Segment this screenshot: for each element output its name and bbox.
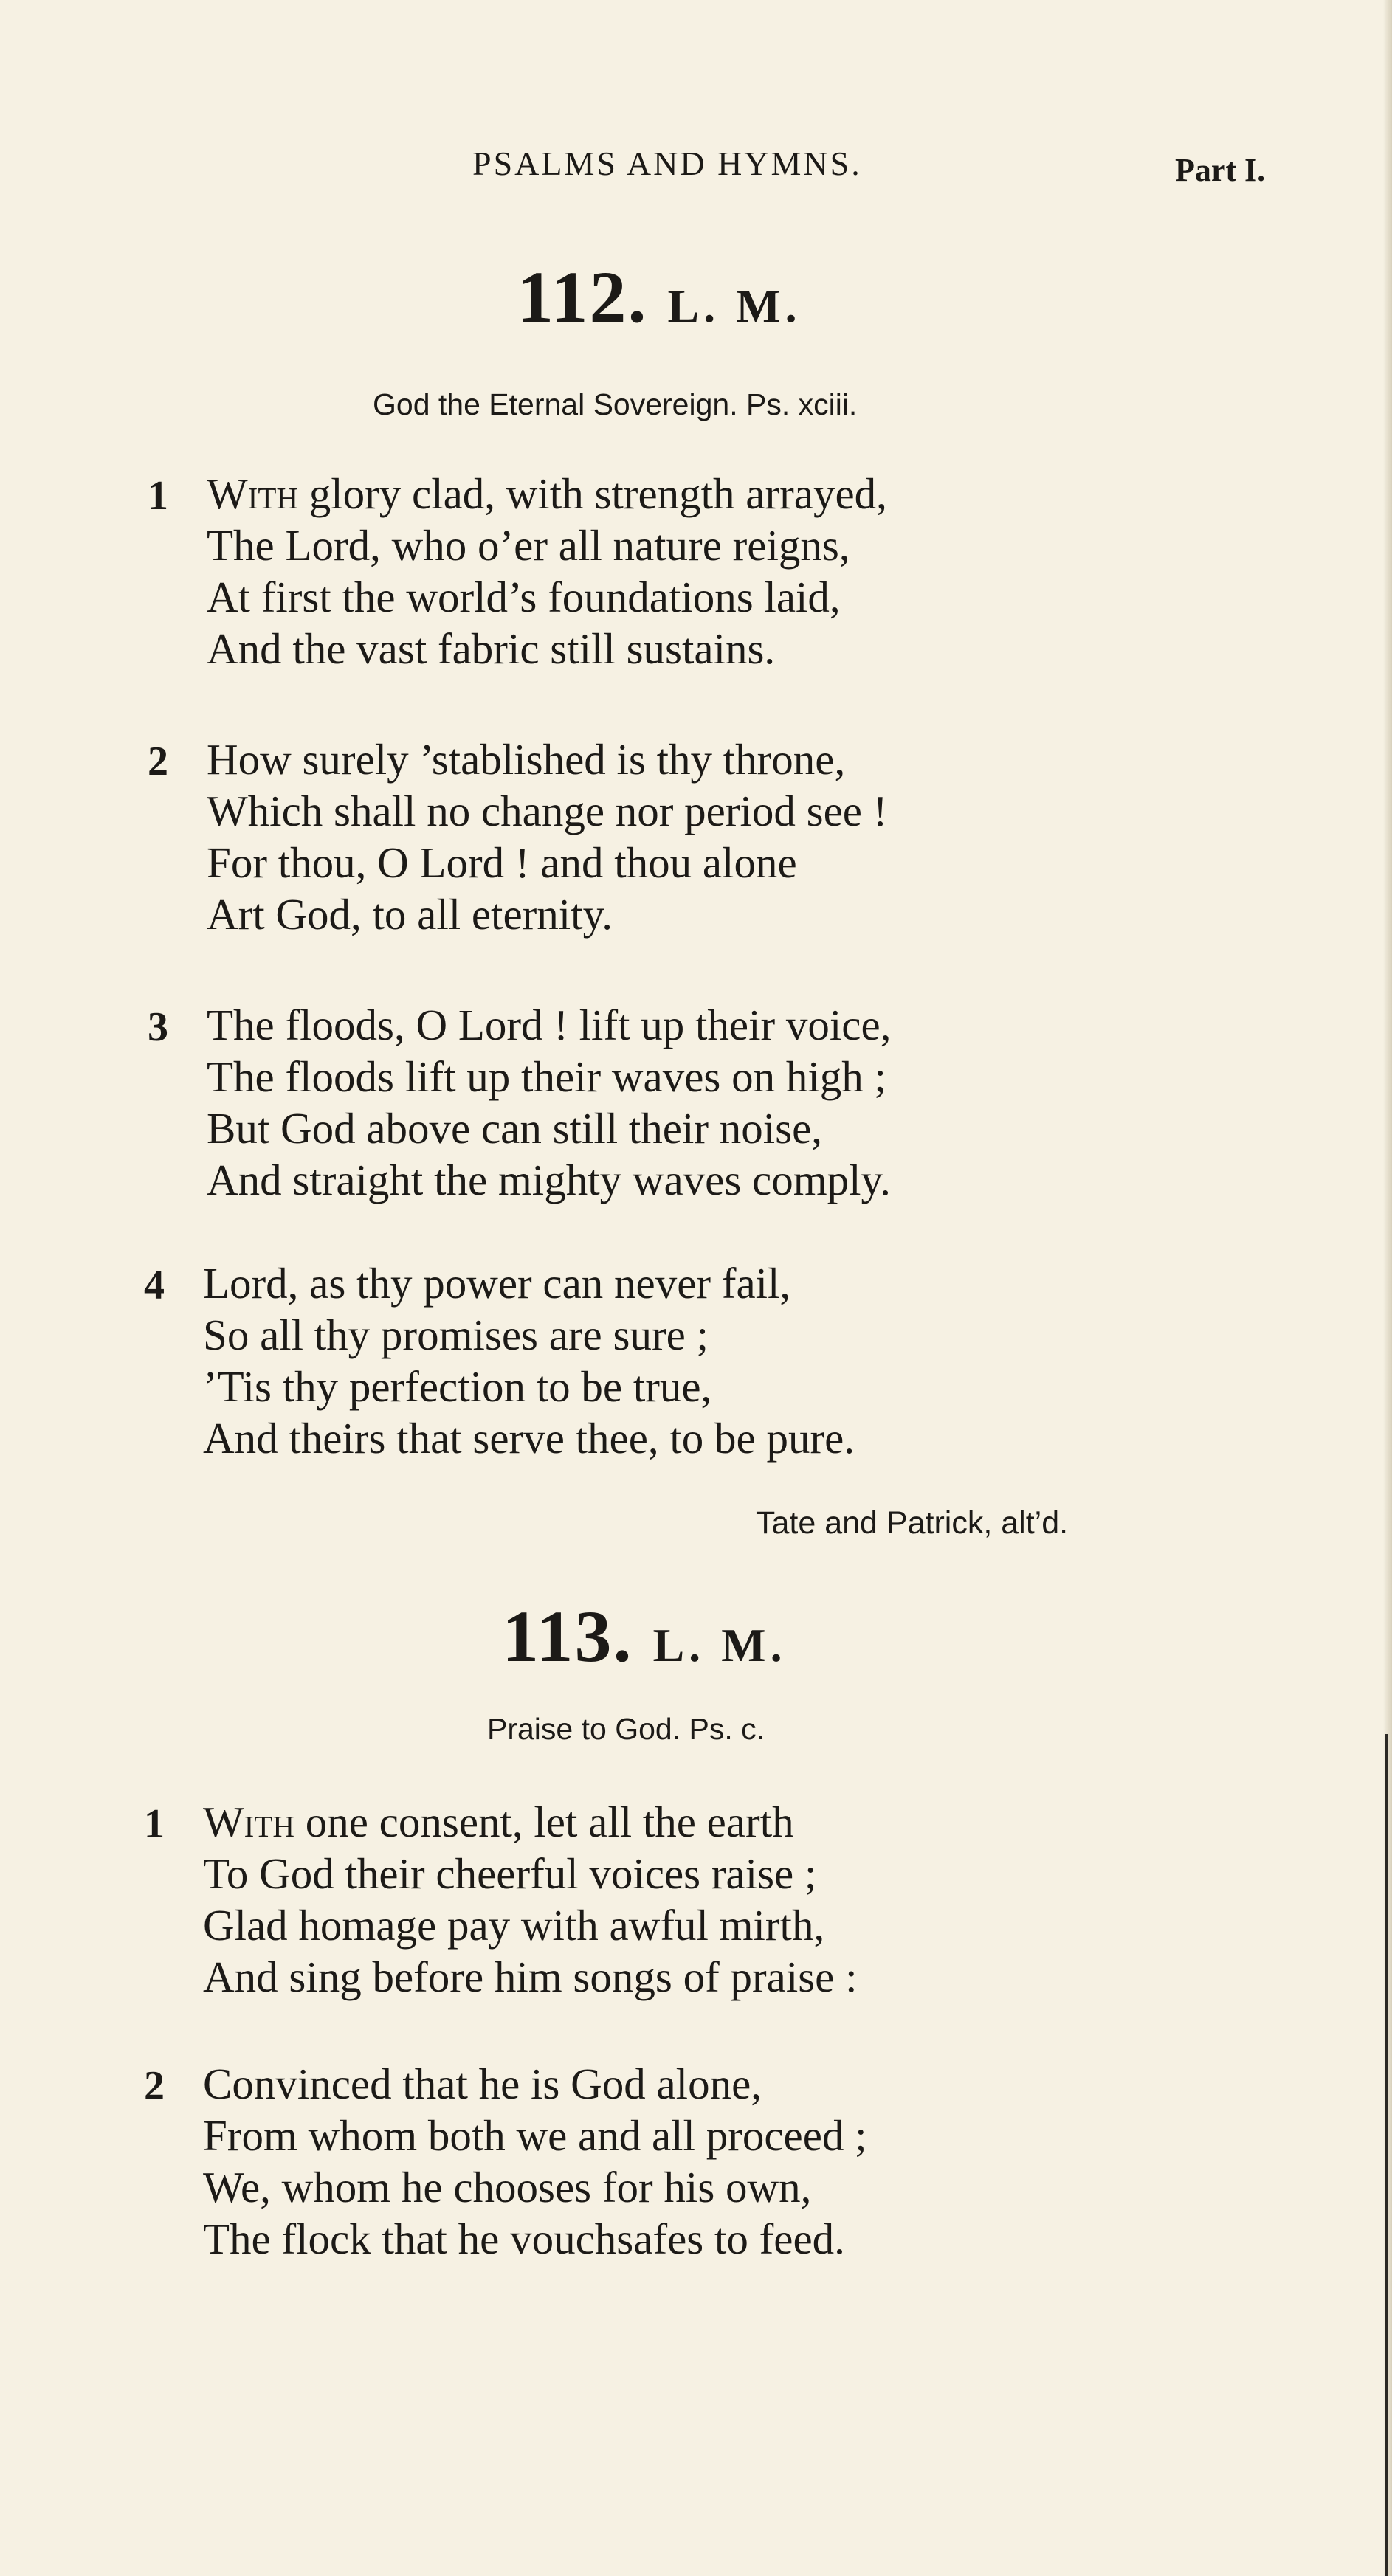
hymn-number: 112. (517, 256, 648, 338)
stanza-line: But God above can still their noise, (207, 1104, 823, 1153)
stanza-number: 2 (148, 739, 168, 784)
stanza-line: And straight the mighty waves comply. (207, 1156, 891, 1204)
stanza-line: The floods, O Lord ! lift up their voice, (207, 1001, 892, 1049)
stanza-line: ’Tis thy perfection to be true, (203, 1362, 712, 1411)
hymn-113-subtitle: Praise to God. Ps. c. (487, 1712, 765, 1746)
part-label: Part I. (1175, 152, 1266, 188)
stanza-line: At first the world’s foundations laid, (207, 573, 841, 621)
hymn-number: 113. (502, 1595, 633, 1677)
stanza-line: How surely ’stablished is thy throne, (207, 735, 846, 784)
stanza-line: Art God, to all eternity. (207, 890, 613, 939)
hymn-112-heading (517, 255, 802, 339)
stanza-line: And the vast fabric still sustains. (207, 624, 776, 673)
page-edge-line (1385, 1734, 1388, 2576)
stanza-number: 2 (144, 2063, 165, 2109)
hymn-meter: L. M. (667, 280, 802, 332)
page-edge (1383, 0, 1392, 2576)
stanza-line: We, whom he chooses for his own, (203, 2163, 812, 2211)
stanza-line: And sing before him songs of praise : (203, 1952, 858, 2001)
stanza-line: So all thy promises are sure ; (203, 1311, 709, 1359)
stanza-line: From whom both we and all proceed ; (203, 2111, 867, 2160)
attribution: Tate and Patrick, alt’d. (756, 1505, 1069, 1541)
stanza-line: Lord, as thy power can never fail, (203, 1259, 791, 1308)
stanza-line: And theirs that serve thee, to be pure. (203, 1414, 855, 1463)
running-head: PSALMS AND HYMNS. (472, 145, 862, 182)
stanza-first-rest: glory clad, with strength arrayed, (298, 469, 887, 518)
stanza-number: 4 (144, 1263, 165, 1308)
stanza-first-word: With (203, 1798, 294, 1846)
stanza-line: For thou, O Lord ! and thou alone (207, 838, 797, 887)
stanza-line: The flock that he vouchsafes to feed. (203, 2214, 845, 2263)
stanza-line: To God their cheerful voices raise ; (203, 1849, 817, 1898)
stanza-number: 1 (144, 1801, 165, 1847)
stanza-number: 1 (148, 473, 168, 519)
stanza-line: Which shall no change nor period see ! (207, 787, 888, 835)
stanza-number: 3 (148, 1004, 168, 1050)
hymn-113-heading (502, 1594, 787, 1679)
hymn-meter: L. M. (652, 1619, 787, 1671)
stanza-line: The Lord, who o’er all nature reigns, (207, 521, 850, 570)
stanza-line (203, 1800, 794, 1844)
stanza-line: The floods lift up their waves on high ; (207, 1052, 886, 1101)
stanza-first-word: With (207, 469, 298, 518)
stanza-line: Glad homage pay with awful mirth, (203, 1901, 825, 1950)
stanza-line (207, 469, 887, 518)
stanza-line: Convinced that he is God alone, (203, 2059, 762, 2108)
hymn-112-subtitle: God the Eternal Sovereign. Ps. xciii. (373, 387, 858, 421)
stanza-first-rest: one consent, let all the earth (294, 1798, 794, 1846)
